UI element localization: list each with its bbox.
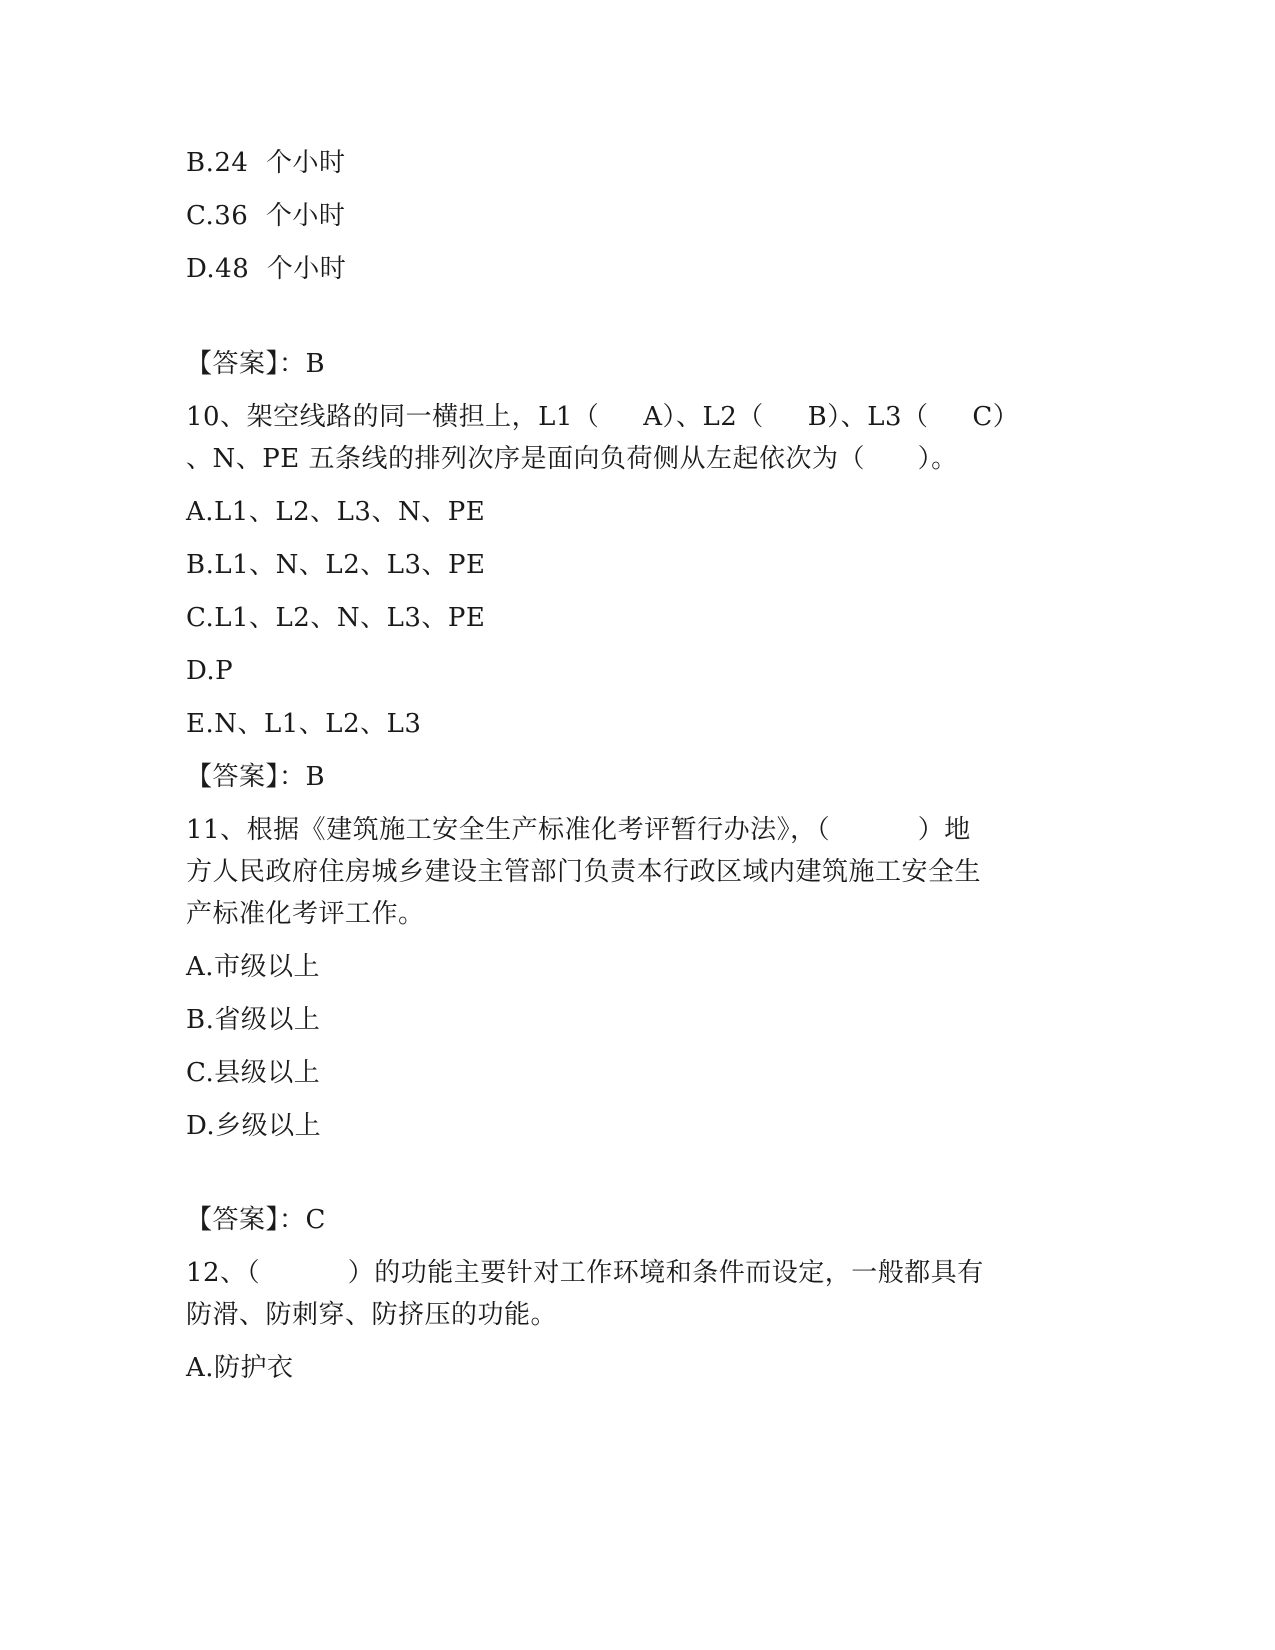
q10-option-c: C.L1、L2、N、L3、PE: [186, 603, 486, 633]
q11-answer: 【答案】：C: [186, 1205, 326, 1235]
q10-stem-line-2: 、N、PE 五条线的排列次序是面向负荷侧从左起依次为（ ）。: [186, 444, 958, 474]
q10-option-e: E.N、L1、L2、L3: [186, 709, 422, 739]
q9-option-d: D.48 个小时: [186, 254, 347, 284]
q10-option-a: A.L1、L2、L3、N、PE: [186, 497, 486, 527]
q12-stem-line-2: 防滑、防刺穿、防挤压的功能。: [186, 1300, 558, 1330]
q12-stem-line-1: 12、（ ）的功能主要针对工作环境和条件而设定，一般都具有: [186, 1258, 984, 1288]
q9-option-b: B.24 个小时: [186, 148, 346, 178]
q9-answer: 【答案】：B: [186, 349, 326, 379]
q11-stem-line-2: 方人民政府住房城乡建设主管部门负责本行政区域内建筑施工安全生: [186, 857, 982, 887]
q11-stem-line-1: 11、根据《建筑施工安全生产标准化考评暂行办法》，（ ）地: [186, 815, 971, 845]
q10-option-d: D.P: [186, 656, 234, 686]
q11-stem-line-3: 产标准化考评工作。: [186, 899, 425, 929]
q11-option-a: A.市级以上: [186, 952, 321, 982]
q9-option-c: C.36 个小时: [186, 201, 346, 231]
q10-answer: 【答案】：B: [186, 762, 326, 792]
q11-option-d: D.乡级以上: [186, 1111, 322, 1141]
q10-stem-line-1: 10、架空线路的同一横担上，L1（ A）、L2（ B）、L3（ C）: [186, 402, 1020, 432]
q10-option-b: B.L1、N、L2、L3、PE: [186, 550, 486, 580]
q12-option-a: A.防护衣: [186, 1353, 294, 1383]
q11-option-b: B.省级以上: [186, 1005, 321, 1035]
q11-option-c: C.县级以上: [186, 1058, 321, 1088]
